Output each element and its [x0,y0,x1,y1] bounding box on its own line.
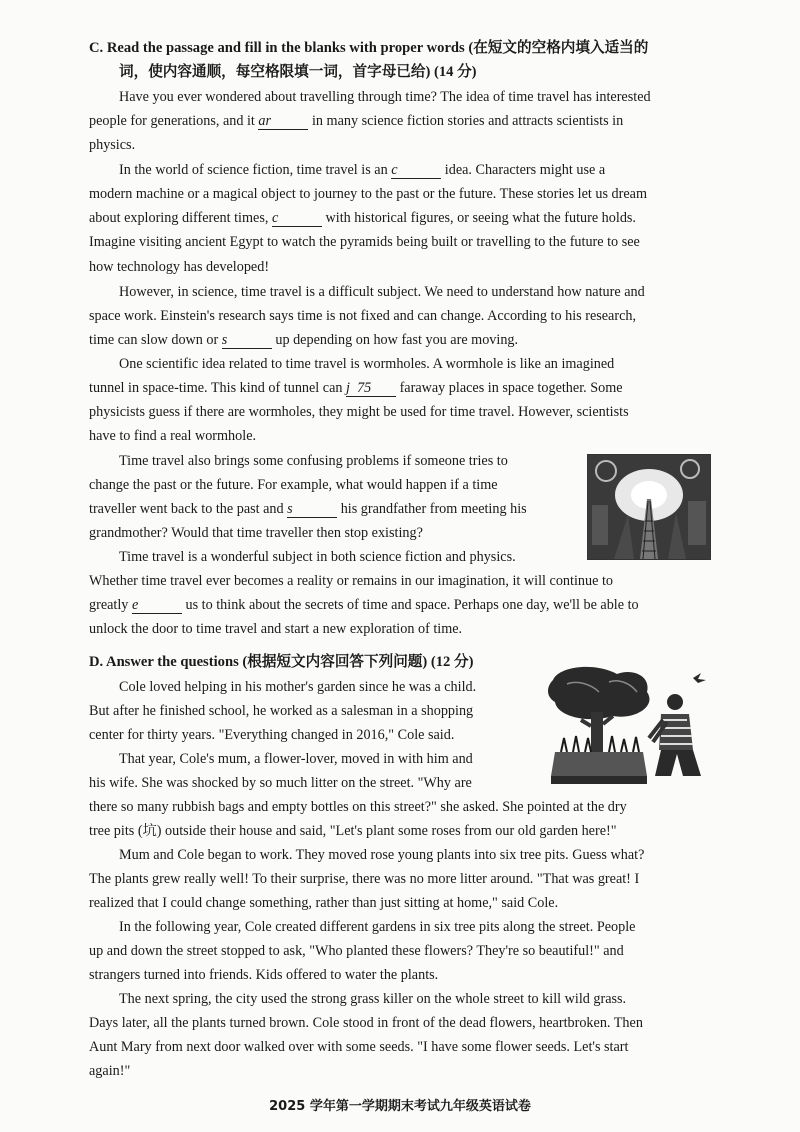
c-line: time can slow down or s up depending on how fast you are moving. [89,332,519,348]
c-line: change the past or the future. For example, what would happen if a time [89,477,498,493]
d-line: up and down the street stopped to ask, "Who planted these flowers? They're so beautiful!" and [89,943,624,959]
blank-2: c [391,163,441,179]
d-line: tree pits (坑) outside their house and said, "Let's plant some roses from our old garden here!" [89,823,617,839]
section-c-header-cont: 词，使内容通顺，每空格限填一词，首字母已给) (14 分) [119,64,477,80]
d-line: his wife. She was shocked by so much litter on the street. "Why are [89,775,472,791]
section-c-header: C. Read the passage and fill in the blanks with proper words (在短文的空格内填入适当的 [89,40,649,56]
c-line: about exploring different times, c with historical figures, or seeing what the future holds. [89,210,636,226]
d-line: In the following year, Cole created different gardens in six tree pits along the street. People [119,919,636,935]
c-line: modern machine or a magical object to journey to the past or the future. These stories let us dream [89,186,647,202]
c-line: Have you ever wondered about travelling through time? The idea of time travel has interested [119,89,651,105]
section-d-header: D. Answer the questions (根据短文内容回答下列问题) (12 分) [89,654,474,670]
c-line: tunnel in space-time. This kind of tunnel can j 75 faraway places in space together. Some [89,380,623,396]
c-line: physics. [89,137,136,153]
c-line: One scientific idea related to time travel is wormholes. A wormhole is like an imagined [119,356,615,372]
c-line: physicists guess if there are wormholes, they might be used for time travel. However, scientists [89,404,629,420]
c-line: traveller went back to the past and s his grandfather from meeting his [89,501,527,517]
blank-7: e [132,598,182,614]
d-line: realized that I could change something, rather than just sitting at home," said Cole. [89,895,559,911]
c-line: unlock the door to time travel and start a new exploration of time. [89,621,463,637]
blank-5: j 75 [346,381,396,397]
d-line: again!" [89,1063,131,1079]
c-line: Imagine visiting ancient Egypt to watch the pyramids being built or travelling to the future to see [89,234,640,250]
d-line: strangers turned into friends. Kids offered to water the plants. [89,967,439,983]
c-line: Time travel is a wonderful subject in both science fiction and physics. [119,549,516,565]
c-line: Time travel also brings some confusing problems if someone tries to [119,453,508,469]
blank-6: s [287,502,337,518]
blank-1: ar [258,114,308,130]
d-line: Aunt Mary from next door walked over with some seeds. "I have some flower seeds. Let's start [89,1039,629,1055]
d-line: The next spring, the city used the strong grass killer on the whole street to kill wild grass. [119,991,627,1007]
c-line: In the world of science fiction, time travel is an c idea. Characters might use a [119,162,606,178]
c-line: grandmother? Would that time traveller then stop existing? [89,525,423,541]
d-line: Days later, all the plants turned brown. Cole stood in front of the dead flowers, heartbroken. Then [89,1015,643,1031]
d-line: Mum and Cole began to work. They moved rose young plants into six tree pits. Guess what? [119,847,645,863]
c-line: However, in science, time travel is a difficult subject. We need to understand how nature and [119,284,645,300]
d-line: center for thirty years. "Everything changed in 2016," Cole said. [89,727,455,743]
c-line: have to find a real wormhole. [89,428,257,444]
gardener-illustration [547,666,712,788]
c-line: space work. Einstein's research says time is not fixed and can change. According to his research, [89,308,637,324]
c-line: how technology has developed! [89,259,270,275]
c-line: Whether time travel ever becomes a reality or remains in our imagination, it will continue to [89,573,613,589]
d-line: But after he finished school, he worked as a salesman in a shopping [89,703,474,719]
d-line: there so many rubbish bags and empty bottles on this street?" she asked. She pointed at the dry [89,799,627,815]
c-line: greatly e us to think about the secrets of time and space. Perhaps one day, we'll be able to [89,597,639,613]
d-line: The plants grew really well! To their surprise, there was no more litter around. "That was great! I [89,871,640,887]
d-line: Cole loved helping in his mother's garden since he was a child. [119,679,477,695]
blank-3: c [272,211,322,227]
page-footer: 2025 学年第一学期期末考试九年级英语试卷 [269,1099,531,1114]
blank-4: s [222,333,272,349]
d-line: That year, Cole's mum, a flower-lover, moved in with him and [119,751,473,767]
c-line: people for generations, and it ar in many science fiction stories and attracts scientists in [89,113,624,129]
time-travel-illustration [587,454,711,560]
